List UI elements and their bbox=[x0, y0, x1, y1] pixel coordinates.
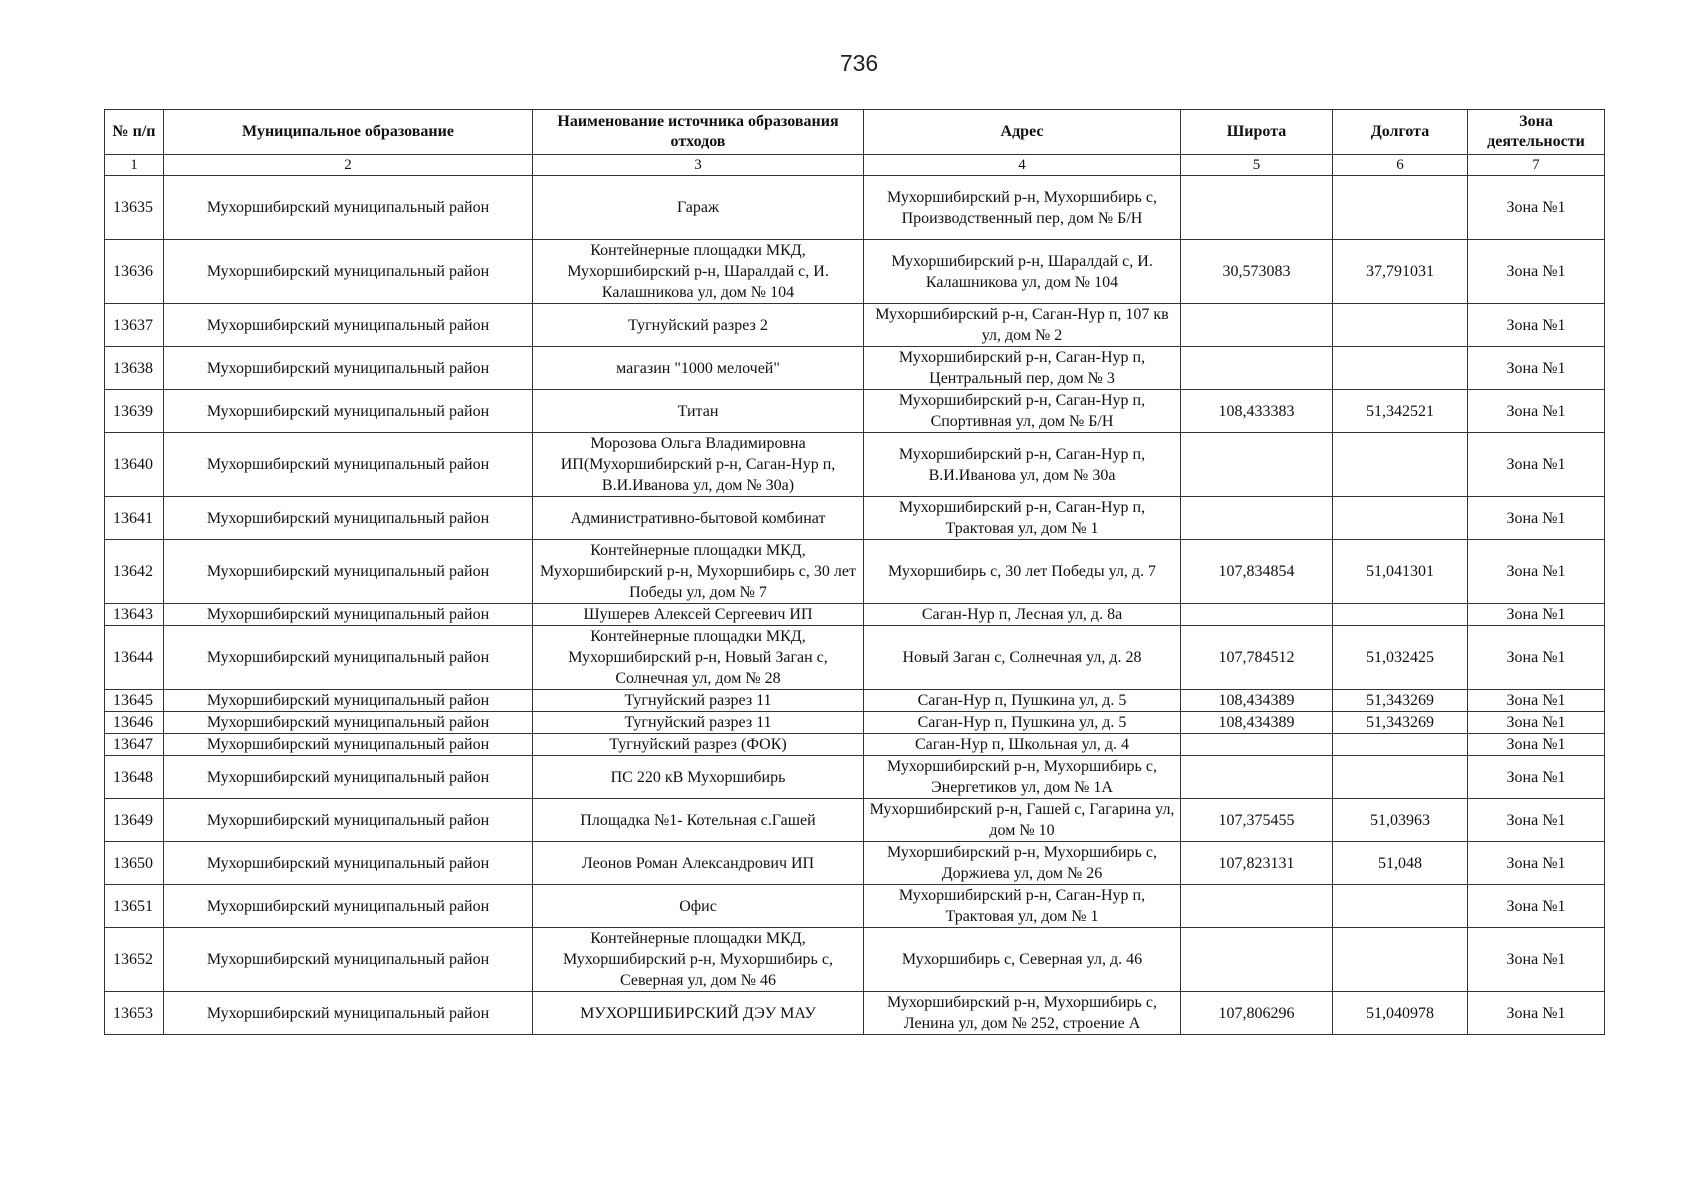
zone-cell: Зона №1 bbox=[1468, 756, 1605, 799]
municipality-cell: Мухоршибирский муниципальный район bbox=[164, 799, 533, 842]
longitude-cell: 51,041301 bbox=[1333, 540, 1468, 604]
row-number-cell: 13651 bbox=[105, 885, 164, 928]
address-cell: Мухоршибирский р-н, Шаралдай с, И. Калашникова ул, дом № 104 bbox=[864, 240, 1181, 304]
longitude-cell bbox=[1333, 304, 1468, 347]
municipality-cell: Мухоршибирский муниципальный район bbox=[164, 690, 533, 712]
zone-cell: Зона №1 bbox=[1468, 799, 1605, 842]
source-name-cell: Тугнуйский разрез 2 bbox=[533, 304, 864, 347]
row-number-cell: 13640 bbox=[105, 433, 164, 497]
zone-cell: Зона №1 bbox=[1468, 176, 1605, 240]
address-cell: Мухоршибирский р-н, Мухоршибирь с, Доржиева ул, дом № 26 bbox=[864, 842, 1181, 885]
header-address: Адрес bbox=[864, 110, 1181, 155]
source-name-cell: Гараж bbox=[533, 176, 864, 240]
address-cell: Мухоршибирский р-н, Саган-Нур п, В.И.Иванова ул, дом № 30а bbox=[864, 433, 1181, 497]
longitude-cell bbox=[1333, 497, 1468, 540]
source-name-cell: МУХОРШИБИРСКИЙ ДЭУ МАУ bbox=[533, 992, 864, 1035]
source-name-cell: Контейнерные площадки МКД, Мухоршибирский р-н, Мухоршибирь с, 30 лет Победы ул, дом № 7 bbox=[533, 540, 864, 604]
address-cell: Мухоршибирский р-н, Мухоршибирь с, Производственный пер, дом № Б/Н bbox=[864, 176, 1181, 240]
longitude-cell: 37,791031 bbox=[1333, 240, 1468, 304]
zone-cell: Зона №1 bbox=[1468, 626, 1605, 690]
table-row bbox=[105, 390, 1605, 433]
longitude-cell: 51,343269 bbox=[1333, 690, 1468, 712]
row-number-cell: 13635 bbox=[105, 176, 164, 240]
row-number-cell: 13652 bbox=[105, 928, 164, 992]
longitude-cell: 51,048 bbox=[1333, 842, 1468, 885]
table-row bbox=[105, 928, 1605, 992]
longitude-cell bbox=[1333, 604, 1468, 626]
source-name-cell: Контейнерные площадки МКД, Мухоршибирский р-н, Мухоршибирь с, Северная ул, дом № 46 bbox=[533, 928, 864, 992]
municipality-cell: Мухоршибирский муниципальный район bbox=[164, 885, 533, 928]
latitude-cell: 107,784512 bbox=[1181, 626, 1333, 690]
latitude-cell bbox=[1181, 433, 1333, 497]
address-cell: Мухоршибирский р-н, Саган-Нур п, Спортивная ул, дом № Б/Н bbox=[864, 390, 1181, 433]
address-cell: Саган-Нур п, Лесная ул, д. 8а bbox=[864, 604, 1181, 626]
row-number-cell: 13639 bbox=[105, 390, 164, 433]
latitude-cell: 107,375455 bbox=[1181, 799, 1333, 842]
row-number-cell: 13638 bbox=[105, 347, 164, 390]
longitude-cell bbox=[1333, 433, 1468, 497]
zone-cell: Зона №1 bbox=[1468, 604, 1605, 626]
address-cell: Саган-Нур п, Пушкина ул, д. 5 bbox=[864, 690, 1181, 712]
address-cell: Мухоршибирь с, Северная ул, д. 46 bbox=[864, 928, 1181, 992]
zone-cell: Зона №1 bbox=[1468, 992, 1605, 1035]
header-latitude: Широта bbox=[1181, 110, 1333, 155]
row-number-cell: 13642 bbox=[105, 540, 164, 604]
zone-cell: Зона №1 bbox=[1468, 390, 1605, 433]
longitude-cell bbox=[1333, 347, 1468, 390]
latitude-cell bbox=[1181, 604, 1333, 626]
table-row bbox=[105, 992, 1605, 1035]
page-number: 736 bbox=[839, 50, 879, 76]
address-cell: Мухоршибирский р-н, Саган-Нур п, Центральный пер, дом № 3 bbox=[864, 347, 1181, 390]
municipality-cell: Мухоршибирский муниципальный район bbox=[164, 626, 533, 690]
longitude-cell bbox=[1333, 885, 1468, 928]
longitude-cell: 51,03963 bbox=[1333, 799, 1468, 842]
row-number-cell: 13649 bbox=[105, 799, 164, 842]
column-number: 7 bbox=[1468, 155, 1605, 176]
address-cell: Мухоршибирь с, 30 лет Победы ул, д. 7 bbox=[864, 540, 1181, 604]
column-number: 1 bbox=[105, 155, 164, 176]
source-name-cell: Тугнуйский разрез (ФОК) bbox=[533, 734, 864, 756]
row-number-cell: 13637 bbox=[105, 304, 164, 347]
latitude-cell: 108,433383 bbox=[1181, 390, 1333, 433]
latitude-cell bbox=[1181, 734, 1333, 756]
longitude-cell bbox=[1333, 176, 1468, 240]
row-number-cell: 13644 bbox=[105, 626, 164, 690]
table-header-row bbox=[105, 110, 1605, 155]
municipality-cell: Мухоршибирский муниципальный район bbox=[164, 756, 533, 799]
municipality-cell: Мухоршибирский муниципальный район bbox=[164, 928, 533, 992]
source-name-cell: ПС 220 кВ Мухоршибирь bbox=[533, 756, 864, 799]
table-row bbox=[105, 497, 1605, 540]
address-cell: Мухоршибирский р-н, Саган-Нур п, 107 кв ул, дом № 2 bbox=[864, 304, 1181, 347]
source-name-cell: Офис bbox=[533, 885, 864, 928]
row-number-cell: 13636 bbox=[105, 240, 164, 304]
municipality-cell: Мухоршибирский муниципальный район bbox=[164, 304, 533, 347]
column-number: 6 bbox=[1333, 155, 1468, 176]
header-longitude: Долгота bbox=[1333, 110, 1468, 155]
row-number-cell: 13646 bbox=[105, 712, 164, 734]
table-row bbox=[105, 604, 1605, 626]
source-name-cell: Контейнерные площадки МКД, Мухоршибирский р-н, Новый Заган с, Солнечная ул, дом № 28 bbox=[533, 626, 864, 690]
source-name-cell: Площадка №1- Котельная с.Гашей bbox=[533, 799, 864, 842]
source-name-cell: Шушерев Алексей Сергеевич ИП bbox=[533, 604, 864, 626]
table-body bbox=[105, 176, 1605, 1035]
row-number-cell: 13641 bbox=[105, 497, 164, 540]
row-number-cell: 13650 bbox=[105, 842, 164, 885]
zone-cell: Зона №1 bbox=[1468, 928, 1605, 992]
zone-cell: Зона №1 bbox=[1468, 885, 1605, 928]
header-row-number: № п/п bbox=[105, 110, 164, 155]
row-number-cell: 13643 bbox=[105, 604, 164, 626]
municipality-cell: Мухоршибирский муниципальный район bbox=[164, 604, 533, 626]
municipality-cell: Мухоршибирский муниципальный район bbox=[164, 842, 533, 885]
source-name-cell: Леонов Роман Александрович ИП bbox=[533, 842, 864, 885]
source-name-cell: Административно-бытовой комбинат bbox=[533, 497, 864, 540]
table-row bbox=[105, 734, 1605, 756]
table-row bbox=[105, 626, 1605, 690]
latitude-cell: 107,823131 bbox=[1181, 842, 1333, 885]
waste-sources-table bbox=[104, 109, 1605, 1035]
table-row bbox=[105, 690, 1605, 712]
municipality-cell: Мухоршибирский муниципальный район bbox=[164, 992, 533, 1035]
source-name-cell: Тугнуйский разрез 11 bbox=[533, 712, 864, 734]
address-cell: Мухоршибирский р-н, Мухоршибирь с, Энергетиков ул, дом № 1А bbox=[864, 756, 1181, 799]
latitude-cell bbox=[1181, 756, 1333, 799]
longitude-cell bbox=[1333, 928, 1468, 992]
source-name-cell: Тугнуйский разрез 11 bbox=[533, 690, 864, 712]
address-cell: Новый Заган с, Солнечная ул, д. 28 bbox=[864, 626, 1181, 690]
row-number-cell: 13645 bbox=[105, 690, 164, 712]
header-source-name: Наименование источника образования отходов bbox=[533, 110, 864, 155]
longitude-cell: 51,343269 bbox=[1333, 712, 1468, 734]
longitude-cell bbox=[1333, 734, 1468, 756]
zone-cell: Зона №1 bbox=[1468, 690, 1605, 712]
latitude-cell bbox=[1181, 304, 1333, 347]
latitude-cell: 107,806296 bbox=[1181, 992, 1333, 1035]
municipality-cell: Мухоршибирский муниципальный район bbox=[164, 540, 533, 604]
latitude-cell bbox=[1181, 176, 1333, 240]
latitude-cell bbox=[1181, 497, 1333, 540]
zone-cell: Зона №1 bbox=[1468, 712, 1605, 734]
table-row bbox=[105, 712, 1605, 734]
address-cell: Мухоршибирский р-н, Мухоршибирь с, Ленина ул, дом № 252, строение А bbox=[864, 992, 1181, 1035]
column-number-row bbox=[105, 155, 1605, 176]
address-cell: Мухоршибирский р-н, Саган-Нур п, Трактовая ул, дом № 1 bbox=[864, 885, 1181, 928]
table-row bbox=[105, 756, 1605, 799]
zone-cell: Зона №1 bbox=[1468, 842, 1605, 885]
municipality-cell: Мухоршибирский муниципальный район bbox=[164, 497, 533, 540]
address-cell: Саган-Нур п, Школьная ул, д. 4 bbox=[864, 734, 1181, 756]
zone-cell: Зона №1 bbox=[1468, 540, 1605, 604]
address-cell: Саган-Нур п, Пушкина ул, д. 5 bbox=[864, 712, 1181, 734]
header-zone: Зона деятельности bbox=[1468, 110, 1605, 155]
source-name-cell: магазин "1000 мелочей" bbox=[533, 347, 864, 390]
latitude-cell: 30,573083 bbox=[1181, 240, 1333, 304]
source-name-cell: Титан bbox=[533, 390, 864, 433]
table-row bbox=[105, 176, 1605, 240]
longitude-cell: 51,032425 bbox=[1333, 626, 1468, 690]
address-cell: Мухоршибирский р-н, Гашей с, Гагарина ул, дом № 10 bbox=[864, 799, 1181, 842]
municipality-cell: Мухоршибирский муниципальный район bbox=[164, 176, 533, 240]
table-row bbox=[105, 885, 1605, 928]
source-name-cell: Морозова Ольга Владимировна ИП(Мухоршибирский р-н, Саган-Нур п, В.И.Иванова ул, дом № 30а) bbox=[533, 433, 864, 497]
zone-cell: Зона №1 bbox=[1468, 433, 1605, 497]
longitude-cell: 51,342521 bbox=[1333, 390, 1468, 433]
longitude-cell bbox=[1333, 756, 1468, 799]
row-number-cell: 13647 bbox=[105, 734, 164, 756]
municipality-cell: Мухоршибирский муниципальный район bbox=[164, 240, 533, 304]
municipality-cell: Мухоршибирский муниципальный район bbox=[164, 433, 533, 497]
table-row bbox=[105, 240, 1605, 304]
table-row bbox=[105, 347, 1605, 390]
column-number: 4 bbox=[864, 155, 1181, 176]
column-number: 3 bbox=[533, 155, 864, 176]
municipality-cell: Мухоршибирский муниципальный район bbox=[164, 734, 533, 756]
address-cell: Мухоршибирский р-н, Саган-Нур п, Трактовая ул, дом № 1 bbox=[864, 497, 1181, 540]
municipality-cell: Мухоршибирский муниципальный район bbox=[164, 712, 533, 734]
latitude-cell: 107,834854 bbox=[1181, 540, 1333, 604]
zone-cell: Зона №1 bbox=[1468, 304, 1605, 347]
table-row bbox=[105, 433, 1605, 497]
latitude-cell: 108,434389 bbox=[1181, 690, 1333, 712]
zone-cell: Зона №1 bbox=[1468, 347, 1605, 390]
column-number: 2 bbox=[164, 155, 533, 176]
table-row bbox=[105, 799, 1605, 842]
row-number-cell: 13653 bbox=[105, 992, 164, 1035]
table-row bbox=[105, 540, 1605, 604]
longitude-cell: 51,040978 bbox=[1333, 992, 1468, 1035]
source-name-cell: Контейнерные площадки МКД, Мухоршибирский р-н, Шаралдай с, И. Калашникова ул, дом № 104 bbox=[533, 240, 864, 304]
municipality-cell: Мухоршибирский муниципальный район bbox=[164, 347, 533, 390]
latitude-cell bbox=[1181, 347, 1333, 390]
row-number-cell: 13648 bbox=[105, 756, 164, 799]
zone-cell: Зона №1 bbox=[1468, 240, 1605, 304]
municipality-cell: Мухоршибирский муниципальный район bbox=[164, 390, 533, 433]
column-number: 5 bbox=[1181, 155, 1333, 176]
latitude-cell bbox=[1181, 885, 1333, 928]
latitude-cell bbox=[1181, 928, 1333, 992]
table-row bbox=[105, 304, 1605, 347]
header-municipality: Муниципальное образование bbox=[164, 110, 533, 155]
latitude-cell: 108,434389 bbox=[1181, 712, 1333, 734]
table-row bbox=[105, 842, 1605, 885]
zone-cell: Зона №1 bbox=[1468, 497, 1605, 540]
zone-cell: Зона №1 bbox=[1468, 734, 1605, 756]
